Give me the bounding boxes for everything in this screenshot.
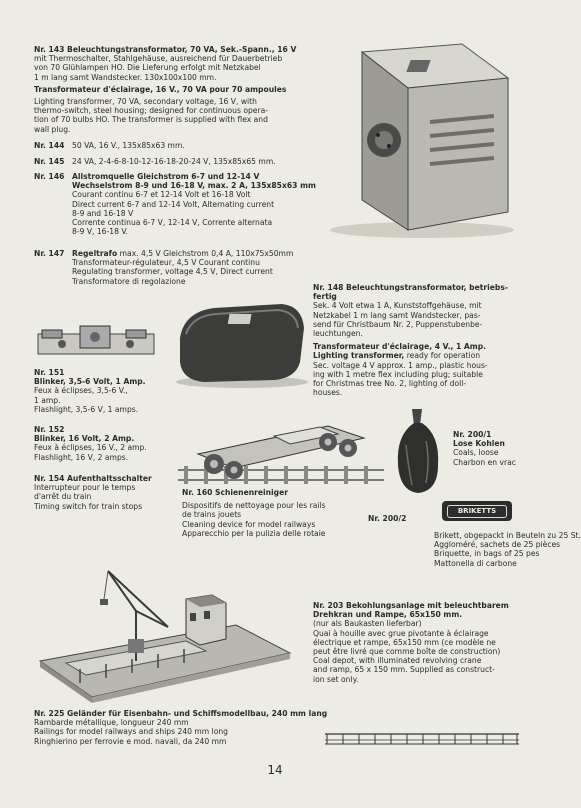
item-152: [34, 425, 147, 462]
item-203-line: Coal depot, with illuminated revolving crane: [313, 656, 482, 666]
item-225-line: Railings for model railways and ships 240 mm long: [34, 727, 229, 737]
item-200-2-line: Mattonella di carbone: [434, 558, 517, 568]
item-160-line: Apparecchio per la pulizia delle rotaie: [182, 528, 326, 538]
item-148-de-line: send für Christbaum Nr. 2, Puppenstubenbe-: [313, 319, 483, 329]
railing-image: [325, 732, 519, 746]
item-200-1-title: Lose Kohlen: [453, 439, 505, 449]
item-148-en-first: ready for operation: [406, 351, 481, 361]
item-160-title: Nr. 160 Schienenreiniger: [182, 488, 288, 497]
item-154-line: Timing switch for train stops: [34, 501, 143, 511]
item-148-en-title: Lighting transformer,: [313, 351, 405, 361]
item-148-en-line: for Christmas tree No. 2, lighting of doll-: [313, 379, 467, 389]
coal-bag-image: [390, 405, 446, 497]
item-203-line: ion set only.: [313, 674, 359, 684]
item-145: [34, 157, 276, 166]
item-160-line: Cleaning device for model railways: [182, 519, 316, 529]
coaling-station-image: [36, 565, 294, 703]
item-203-line: (nur als Baukasten lieferbar): [313, 619, 422, 629]
item-147-line: Transformatore di regolazione: [72, 276, 186, 286]
item-148-fr: Transformateur d'éclairage, 4 V., 1 Amp.: [313, 342, 487, 352]
item-152-line: Flashlight, 16 V, 2 amps.: [34, 452, 129, 462]
item-143-de-line: von 70 Glühlampen HO. Die Lieferung erfolgt mit Netzkabel: [34, 63, 261, 73]
item-200-2: [434, 531, 581, 568]
item-152-line: Feux à éclipses, 16 V., 2 amp.: [34, 443, 147, 453]
item-225-title: Nr. 225 Geländer für Eisenbahn- und Schiffsmodellbau, 240 mm lang: [34, 709, 328, 718]
item-147: [34, 249, 293, 286]
item-203-line: électrique et rampe, 65x150 mm (ce modèle ne: [313, 637, 496, 647]
item-146: [34, 172, 316, 236]
plastic-transformer-image: [170, 300, 310, 390]
item-147-title: Regeltrafo: [72, 249, 118, 258]
item-154-title: Nr. 154 Aufenthaltsschalter: [34, 474, 152, 483]
brikett-package-label: BRIKETTS: [447, 505, 507, 518]
item-225-line: Ringhierino per ferrovie e mod. navali, da 240 mm: [34, 736, 227, 746]
item-145-number: Nr. 145: [34, 157, 65, 166]
transformer-box-image: [322, 40, 518, 240]
brikett-package: [442, 501, 512, 521]
item-146-line: 8-9 V, 16-18 V.: [72, 227, 128, 237]
item-203-line: peut être livré que comme boîte de construction): [313, 647, 501, 657]
item-200-1: [453, 430, 516, 467]
item-154: [34, 474, 152, 511]
item-146-line: Wechselstrom 8-9 und 16-18 V, max. 2 A, 135x85x63 mm: [72, 181, 316, 191]
item-203-line: Quai à houille avec grue pivotante à éclairage: [313, 628, 489, 638]
item-145-text: 24 VA, 2-4-6-8-10-12-16-18-20-24 V, 135x85x65 mm.: [72, 157, 276, 166]
item-148-de-line: Sek. 4 Volt etwa 1 A, Kunststoffgehäuse, mit: [313, 301, 482, 311]
item-148-title: Nr. 148 Beleuchtungstransformator, betriebs-: [313, 283, 508, 292]
item-200-2-line: Brikett, obgepackt in Beuteln zu 25 St.: [434, 531, 581, 540]
item-151-line: Feux à éclipses, 3,5-6 V.,: [34, 386, 128, 396]
item-148-de-line: Netzkabel 1 m lang samt Wandstecker, pas-: [313, 310, 481, 320]
item-160-line: de trains jouets: [182, 510, 242, 520]
item-200-1-title: Nr. 200/1: [453, 430, 492, 439]
item-146-line: Courant continu 6-7 et 12-14 Volt et 16-18 Volt: [72, 190, 251, 200]
item-152-number: Nr. 152: [34, 425, 65, 434]
item-143-en-line: wall plug.: [34, 124, 71, 134]
item-203-line: and ramp, 65 x 150 mm. Supplied as construct-: [313, 665, 495, 675]
item-148-en-line: ing with 1 metre flex including plug; suitable: [313, 369, 483, 379]
item-143-de-line: Nr. 143 Beleuchtungstransformator, 70 VA, Sek.-Spann., 16 V: [34, 45, 297, 54]
item-200-2-number: Nr. 200/2: [368, 514, 407, 523]
rail-cleaner-image: [178, 418, 384, 492]
blinker-image: [32, 320, 162, 366]
item-148: [313, 283, 508, 397]
item-148-de-line: leuchtungen.: [313, 329, 363, 339]
item-203-title: Nr. 203 Bekohlungsanlage mit beleuchtbarem: [313, 601, 509, 610]
item-148-en-line: Sec. voltage 4 V approx. 1 amp., plastic hous-: [313, 360, 488, 370]
item-146-line: Corrente continua 6-7 V, 12-14 V, Corrente alternata: [72, 218, 273, 228]
item-143-en-line: thermo-switch, steel housing; designed for continuous opera-: [34, 106, 268, 116]
item-147-line: Regulating transformer, voltage 4,5 V, Direct current: [72, 267, 273, 277]
item-152-title: Blinker, 16 Volt, 2 Amp.: [34, 434, 135, 444]
page-number: 14: [267, 763, 283, 777]
item-146-title: Allstromquelle Gleichstrom 6-7 und 12-14 V: [72, 172, 260, 181]
item-203-title: Drehkran und Rampe, 65x150 mm.: [313, 610, 463, 620]
item-154-line: d'arrêt du train: [34, 492, 92, 502]
item-146-line: 8-9 and 16-18 V: [72, 208, 134, 218]
item-143-fr: Transformateur d'éclairage, 16 V., 70 VA pour 70 ampoules: [34, 84, 287, 94]
item-200-1-line: Charbon en vrac: [453, 457, 516, 467]
item-151-number: Nr. 151: [34, 368, 65, 377]
item-146-line: Direct current 6-7 and 12-14 Volt, Alternating current: [72, 199, 275, 209]
item-144: [34, 141, 185, 150]
item-225-line: Rambarde métallique, longueur 240 mm: [34, 718, 189, 728]
item-151-title: Blinker, 3,5-6 Volt, 1 Amp.: [34, 377, 146, 387]
item-143-de-line: mit Thermoschalter, Stahlgehäuse, ausreichend für Dauerbetrieb: [34, 54, 283, 64]
item-160: [182, 488, 326, 538]
item-203: [313, 601, 509, 684]
item-143-de-line: 1 m lang samt Wandstecker. 130x100x100 mm.: [34, 72, 217, 82]
item-200-1-line: Coals, loose: [453, 448, 499, 458]
item-147-line: Transformateur-régulateur, 4,5 V Courant continu: [72, 258, 260, 268]
item-151-line: 1 amp.: [34, 395, 61, 405]
item-225: [34, 709, 327, 746]
item-151: [34, 368, 146, 414]
item-154-line: Interrupteur pour le temps: [34, 483, 136, 493]
item-151-line: Flashlight, 3,5-6 V, 1 amps.: [34, 404, 139, 414]
item-147-first: max. 4,5 V Gleichstrom 0,4 A, 110x75x50mm: [119, 249, 294, 258]
item-144-number: Nr. 144: [34, 141, 65, 150]
item-148-title: fertig: [313, 292, 337, 302]
item-160-line: Dispositifs de nettoyage pour les rails: [182, 501, 326, 511]
item-200-2-line: Aggloméré, sachets de 25 pièces: [434, 540, 561, 550]
item-144-text: 50 VA, 16 V., 135x85x63 mm.: [72, 141, 185, 150]
item-200-2-line: Briquette, in bags of 25 pes: [434, 549, 540, 559]
item-146-number: Nr. 146: [34, 172, 65, 181]
item-147-number: Nr. 147: [34, 249, 65, 258]
item-143: [34, 45, 296, 134]
item-143-en-line: tion of 70 bulbs HO. The transformer is supplied with flex and: [34, 115, 268, 125]
item-200-2-number-wrap: [368, 514, 406, 523]
item-148-en-line: houses.: [313, 388, 343, 398]
item-143-en-line: Lighting transformer, 70 VA, secondary voltage, 16 V, with: [34, 97, 257, 107]
